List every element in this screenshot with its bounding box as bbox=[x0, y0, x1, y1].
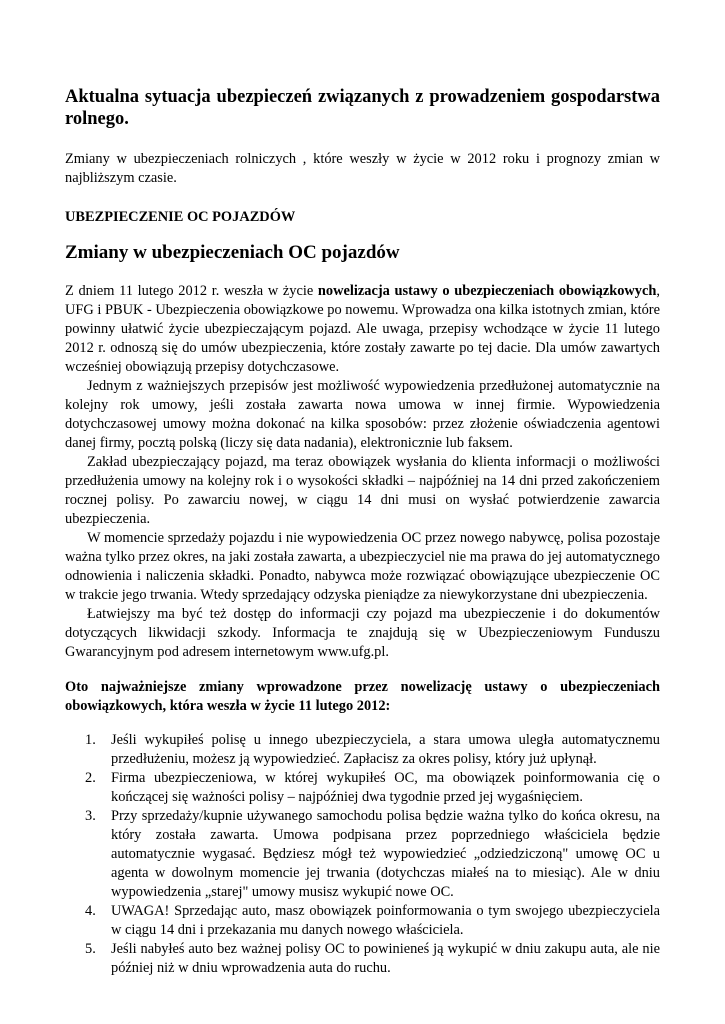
intro-paragraph: Zmiany w ubezpieczeniach rolniczych , które weszły w życie w 2012 roku i prognozy zmian w najbliższym czasie. bbox=[65, 151, 660, 186]
section-heading: UBEZPIECZENIE OC POJAZDÓW bbox=[65, 209, 296, 225]
list-item-number: 3. bbox=[85, 808, 96, 824]
paragraph-1-bold: nowelizacja ustawy o ubezpieczeniach obowiązkowych bbox=[317, 283, 657, 299]
subsection-heading: Zmiany w ubezpieczeniach OC pojazdów bbox=[65, 242, 400, 263]
list-item-text: Jeśli nabyłeś auto bez ważnej polisy OC to powinieneś ją wykupić w dniu zakupu auta, ale nie później niż w dniu wprowadzenia auta do ruchu. bbox=[111, 941, 660, 976]
document-page bbox=[65, 86, 660, 978]
list-item-number: 5. bbox=[85, 941, 96, 957]
list-item-number: 4. bbox=[85, 903, 96, 919]
list-item bbox=[65, 940, 660, 978]
paragraph-1 bbox=[65, 282, 660, 377]
paragraph-5: Łatwiejszy ma być też dostęp do informacji czy pojazd ma ubezpieczenie i do dokumentów dotyczących likwidacji szkody. Informacja te znajdują się w Ubezpieczeniowym Funduszu Gwarancyjnym pod adresem internetowym www.ufg.pl. bbox=[65, 606, 660, 660]
list-item-text: Firma ubezpieczeniowa, w której wykupiłeś OC, ma obowiązek poinformowania cię o kończącej się ważności polisy – najpóźniej dwa tygodnie przed jej wygaśnięciem. bbox=[111, 770, 660, 805]
list-intro: Oto najważniejsze zmiany wprowadzone przez nowelizację ustawy o ubezpieczeniach obowiązkowych, która weszła w życie 11 lutego 2012: bbox=[65, 679, 660, 714]
list-item bbox=[65, 769, 660, 807]
paragraph-3: Zakład ubezpieczający pojazd, ma teraz obowiązek wysłania do klienta informacji o możliwości przedłużenia umowy na kolejny rok i o wysokości składki – najpóźniej na 14 dni przed zakończeniem rocznej polisy. Po zawarciu nowej, w ciągu 14 dni musi on wysłać potwierdzenie zawarcia ubezpieczenia. bbox=[65, 454, 660, 527]
paragraph-2: Jednym z ważniejszych przepisów jest możliwość wypowiedzenia przedłużonej automatycznie na kolejny rok umowy, jeśli została zawarta nowa umowa w innej firmie. Wypowiedzenia dotychczasowej umowy można dokonać na kilka sposobów: przez złożenie oświadczenia agentowi danej firmy, pocztą polską (liczy się data nadania), elektronicznie lub faksem. bbox=[65, 378, 660, 451]
changes-list bbox=[65, 731, 660, 978]
list-item-text: Przy sprzedaży/kupnie używanego samochodu polisa będzie ważna tylko do końca okresu, na który została zawarta. Umowa podpisana przez poprzedniego właściciela będzie automatycznie wygasać. Będziesz mógł też wypowiedzieć „odziedziczoną" umowę OC u agenta w dowolnym momencie jej trwania (dotychczas miałeś na to miesiąc). Ale w dniu wypowiedzenia „starej" umowy musisz wykupić nowe OC. bbox=[111, 808, 660, 900]
document-title: Aktualna sytuacja ubezpieczeń związanych z prowadzeniem gospodarstwa rolnego. bbox=[65, 87, 660, 129]
list-item-number: 1. bbox=[85, 732, 96, 748]
paragraph-1-suffix: , UFG i PBUK - Ubezpieczenia obowiązkowe po nowemu. Wprowadza ona kilka istotnych zmian, które powinny ułatwić życie ubezpieczającym pojazd. Ale uwaga, przepisy wchodzące w życie 11 lutego 2012 r. odnoszą się do umów ubezpieczenia, które zostały zawarte po tej dacie. Dla umów zawartych wcześniej obowiązują przepisy dotychczasowe. bbox=[65, 283, 660, 375]
paragraph-1-prefix: Z dniem 11 lutego 2012 r. weszła w życie bbox=[65, 283, 318, 299]
paragraph-4: W momencie sprzedaży pojazdu i nie wypowiedzenia OC przez nowego nabywcę, polisa pozostaje ważna tylko przez okres, na jaki została zawarta, a ubezpieczyciel nie ma prawa do jej automatycznego odnowienia i naliczenia składki. Ponadto, nabywca może rozwiązać obowiązujące ubezpieczenie OC w trakcie jego trwania. Wtedy sprzedający odzyska pieniądze za niewykorzystane dni ubezpieczenia. bbox=[65, 530, 660, 603]
list-item-text: Jeśli wykupiłeś polisę u innego ubezpieczyciela, a stara umowa uległa automatycznemu przedłużeniu, możesz ją wypowiedzieć. Zapłacisz za okres polisy, który już upłynął. bbox=[111, 732, 660, 767]
list-item bbox=[65, 807, 660, 902]
list-item bbox=[65, 731, 660, 769]
list-item-number: 2. bbox=[85, 770, 96, 786]
body-text bbox=[65, 282, 660, 662]
list-item-text: UWAGA! Sprzedając auto, masz obowiązek poinformowania o tym swojego ubezpieczyciela w ciągu 14 dni i przekazania mu danych nowego właściciela. bbox=[111, 903, 660, 938]
list-item bbox=[65, 902, 660, 940]
